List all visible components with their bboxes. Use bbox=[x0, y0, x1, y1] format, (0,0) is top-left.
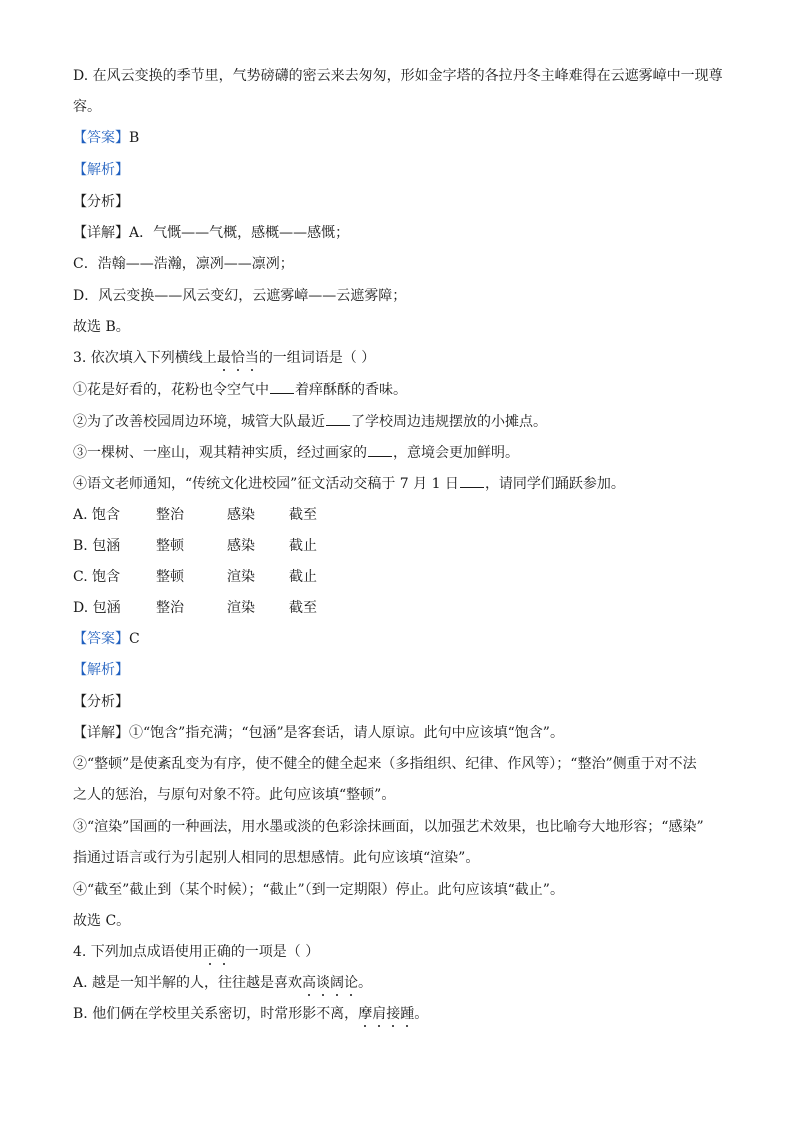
q3-detail-2-line1: ②“整顿”是使紊乱变为有序，使不健全的健全起来（多指组织、纪律、作风等）；“整治”侧重于对不法 bbox=[73, 756, 697, 772]
fill-blank bbox=[270, 379, 294, 394]
q3-stem bbox=[73, 348, 375, 368]
q3-fenxi-tag: 【分析】 bbox=[73, 694, 129, 710]
fill-blank bbox=[460, 473, 484, 488]
q3-detail-3-line1: ③“渲染”国画的一种画法，用水墨或淡的色彩涂抹画面，以加强艺术效果，也比喻夸大地形容；“感染” bbox=[73, 819, 704, 835]
emphasis-char: 恰 bbox=[230, 350, 245, 366]
answer-tag: 【答案】 bbox=[73, 631, 129, 647]
q3-conclusion: 故选 C。 bbox=[73, 913, 131, 929]
emphasis-char: 踵 bbox=[400, 1006, 415, 1022]
option-word: B. 包涵 bbox=[73, 538, 121, 554]
xiangjie-tag: 【详解】 bbox=[73, 225, 129, 241]
option-word: 截至 bbox=[289, 507, 317, 523]
detail-text: A．气慨——气概，感概——感慨； bbox=[129, 225, 350, 241]
q2-detail-line3: D．风云变换——风云变幻，云遮雾嶂——云遮雾障； bbox=[73, 288, 407, 304]
sentence-part: ②为了改善校园周边环境，城管大队最近 bbox=[73, 414, 325, 430]
q3-sentence-4 bbox=[73, 473, 625, 494]
q2-conclusion: 故选 B。 bbox=[73, 319, 130, 335]
option-text-end: 。 bbox=[358, 975, 373, 991]
q4-stem bbox=[73, 942, 319, 962]
detail-text: ①“饱含”指充满；“包涵”是客套话，请人原谅。此句中应该填“饱含”。 bbox=[129, 725, 564, 741]
sentence-part: ①花是好看的，花粉也令空气中 bbox=[73, 382, 269, 398]
emphasis-char: 论 bbox=[344, 975, 359, 991]
option-word: A. 饱含 bbox=[73, 507, 121, 523]
option-word: 整治 bbox=[156, 600, 184, 616]
emphasis-char: 摩 bbox=[358, 1006, 373, 1022]
q3-option-b bbox=[73, 536, 349, 556]
sentence-part: 着痒酥酥的香味。 bbox=[295, 382, 407, 398]
q2-answer bbox=[73, 128, 139, 148]
q3-stem-text: 3. 依次填入下列横线上 bbox=[73, 350, 217, 366]
emphasis-char: 当 bbox=[244, 350, 259, 366]
q3-detail-4: ④“截至”截止到（某个时候）；“截止”（到一定期限）停止。此句应该填“截止”。 bbox=[73, 882, 564, 898]
q3-sentence-1 bbox=[73, 379, 407, 400]
option-word: 整顿 bbox=[156, 569, 184, 585]
q2-option-d-line2: 容。 bbox=[73, 99, 101, 115]
q3-option-c bbox=[73, 567, 349, 587]
q3-detail-3-line2: 指通过语言或行为引起别人相同的思想感情。此句应该填“渲染”。 bbox=[73, 850, 480, 866]
xiangjie-tag: 【详解】 bbox=[73, 725, 129, 741]
option-word: 感染 bbox=[227, 538, 255, 554]
answer-value: B bbox=[129, 130, 140, 146]
q4-option-a bbox=[73, 973, 372, 993]
q2-detail-line1 bbox=[73, 223, 349, 243]
option-text-end: 。 bbox=[414, 1006, 429, 1022]
q3-sentence-3 bbox=[73, 442, 519, 463]
option-word: C. 饱含 bbox=[73, 569, 121, 585]
option-word: 截至 bbox=[289, 600, 317, 616]
option-word: 感染 bbox=[227, 507, 255, 523]
q3-detail-1 bbox=[73, 723, 564, 743]
fill-blank bbox=[326, 411, 350, 426]
emphasis-char: 接 bbox=[386, 1006, 401, 1022]
q3-option-d bbox=[73, 598, 349, 618]
option-word: 渲染 bbox=[227, 569, 255, 585]
emphasis-char: 肩 bbox=[372, 1006, 387, 1022]
q2-jiexi-tag: 【解析】 bbox=[73, 162, 129, 178]
emphasis-char: 高 bbox=[302, 975, 317, 991]
sentence-part: ③一棵树、一座山，观其精神实质，经过画家的 bbox=[73, 445, 367, 461]
q3-jiexi-tag: 【解析】 bbox=[73, 662, 129, 678]
q2-option-d-line1: D. 在风云变换的季节里，气势磅礴的密云来去匆匆，形如金字塔的各拉丹冬主峰难得在云遮雾嶂中一现尊 bbox=[73, 68, 723, 84]
sentence-part: 了学校周边违规摆放的小摊点。 bbox=[351, 414, 547, 430]
q2-detail-line2: C．浩翰——浩瀚，凛冽——凛冽； bbox=[73, 256, 294, 272]
sentence-part: ，意境会更加鲜明。 bbox=[393, 445, 519, 461]
option-word: 截止 bbox=[289, 538, 317, 554]
q4-option-b bbox=[73, 1004, 428, 1024]
option-word: 整治 bbox=[156, 507, 184, 523]
emphasis-char: 正 bbox=[202, 944, 217, 960]
option-word: 整顿 bbox=[156, 538, 184, 554]
q3-answer bbox=[73, 629, 140, 649]
answer-value: C bbox=[129, 631, 140, 647]
option-text: B. 他们俩在学校里关系密切，时常形影不离， bbox=[73, 1006, 359, 1022]
answer-tag: 【答案】 bbox=[73, 130, 129, 146]
q3-detail-2-line2: 之人的惩治，与原句对象不符。此句应该填“整顿”。 bbox=[73, 787, 396, 803]
option-text: A. 越是一知半解的人，往往越是喜欢 bbox=[73, 975, 303, 991]
emphasis-char: 阔 bbox=[330, 975, 345, 991]
emphasis-char: 最 bbox=[216, 350, 231, 366]
sentence-part: ，请同学们踊跃参加。 bbox=[484, 476, 625, 492]
option-word: D. 包涵 bbox=[73, 600, 121, 616]
option-word: 截止 bbox=[289, 569, 317, 585]
sentence-part: ④语文老师通知，“传统文化进校园”征文活动交稿于 7 月 1 日 bbox=[73, 476, 459, 492]
fill-blank bbox=[368, 442, 392, 457]
q4-stem-text-end: 的一项是（ ） bbox=[230, 944, 320, 960]
q3-stem-text-end: 的一组词语是（ ） bbox=[258, 350, 376, 366]
q2-fenxi-tag: 【分析】 bbox=[73, 194, 129, 210]
q3-option-a bbox=[73, 505, 349, 525]
emphasis-char: 确 bbox=[216, 944, 231, 960]
q4-stem-text: 4. 下列加点成语使用 bbox=[73, 944, 203, 960]
option-word: 渲染 bbox=[227, 600, 255, 616]
q3-sentence-2 bbox=[73, 411, 547, 432]
emphasis-char: 谈 bbox=[316, 975, 331, 991]
